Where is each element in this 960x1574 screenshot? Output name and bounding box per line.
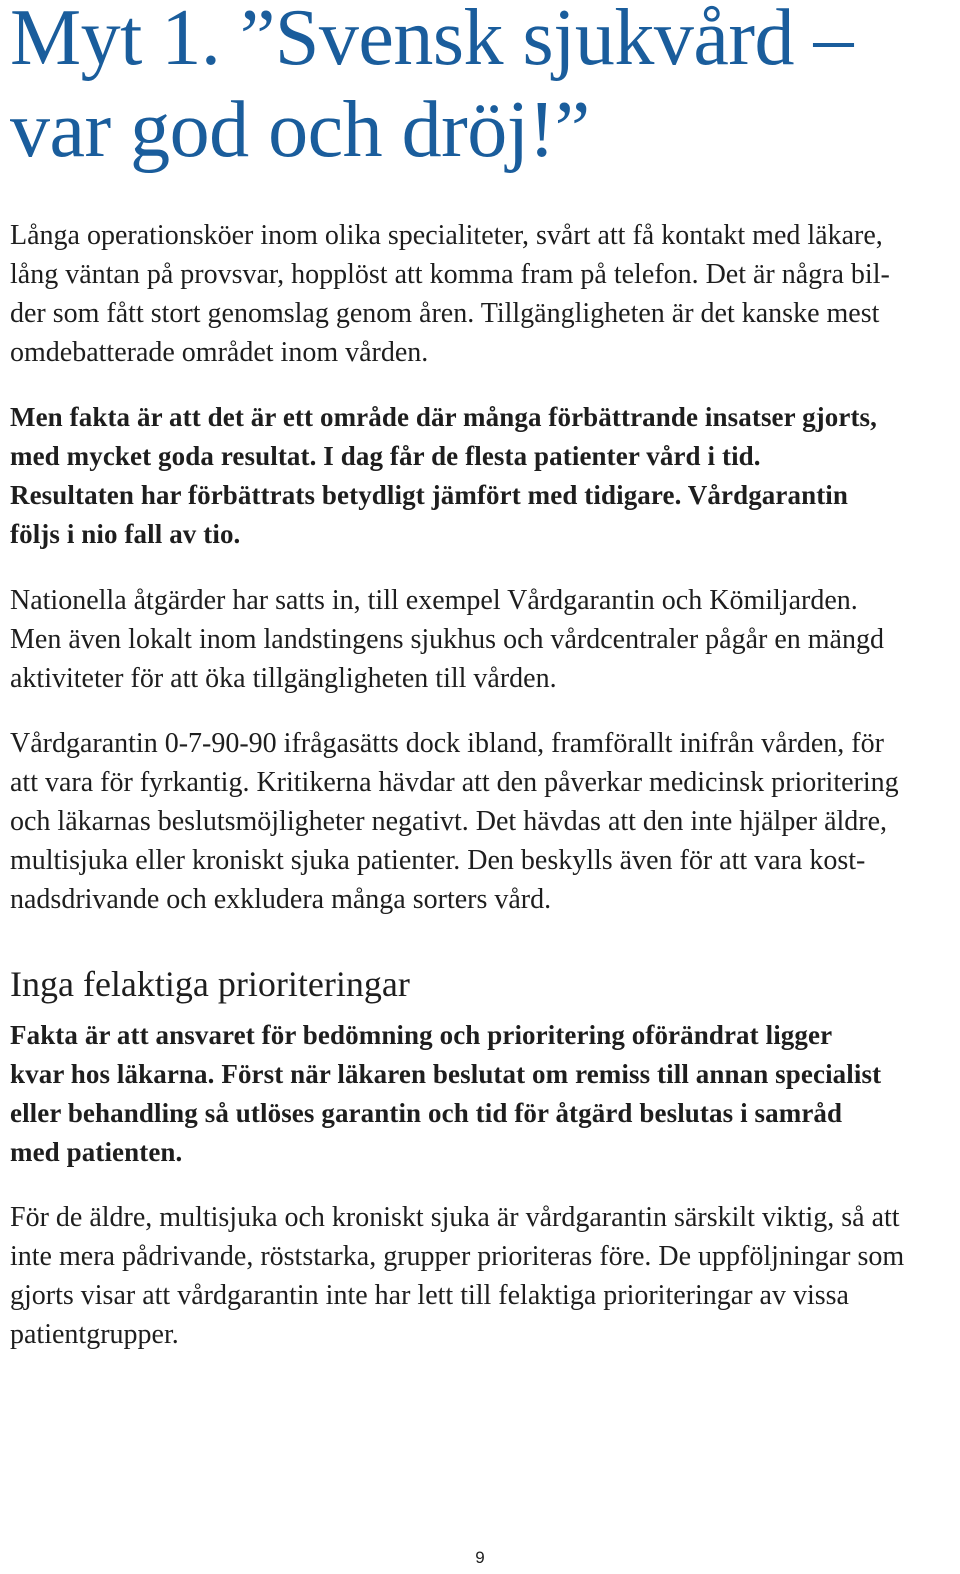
facts-paragraph-2 xyxy=(10,1016,881,1172)
elderly-line: gjorts visar att vårdgarantin inte har lett till felaktiga prioriteringar av vissa xyxy=(10,1280,849,1311)
elderly-line: inte mera pådrivande, röststarka, grupper prioriteras före. De uppföljningar som xyxy=(10,1241,905,1272)
facts2-line: med patienten. xyxy=(10,1137,183,1167)
facts2-line: eller behandling så utlöses garantin och tid för åtgärd beslutas i samråd xyxy=(10,1098,843,1128)
elderly-line: För de äldre, multisjuka och kroniskt sjuka är vårdgarantin särskilt viktig, så att xyxy=(10,1202,900,1233)
criticism-line: och läkarnas beslutsmöjligheter negativt. Det hävdas att den inte hjälper äldre, xyxy=(10,806,888,837)
facts-paragraph-1 xyxy=(10,398,877,554)
facts-line: med mycket goda resultat. I dag får de flesta patienter vård i tid. xyxy=(10,441,761,471)
criticism-line: Vårdgarantin 0-7-90-90 ifrågasätts dock ibland, framförallt inifrån vården, för xyxy=(10,728,884,759)
national-line: Nationella åtgärder har satts in, till exempel Vårdgarantin och Kömiljarden. xyxy=(10,585,858,616)
intro-line: omdebatterade området inom vården. xyxy=(10,337,429,368)
criticism-line: att vara för fyrkantig. Kritikerna hävdar att den påverkar medicinsk prioritering xyxy=(10,767,899,798)
section-heading: Inga felaktiga prioriteringar xyxy=(10,964,410,1004)
elderly-line: patientgrupper. xyxy=(10,1319,179,1350)
elderly-paragraph xyxy=(10,1198,904,1354)
page-title-block xyxy=(10,0,853,176)
national-line: aktiviteter för att öka tillgängligheten till vården. xyxy=(10,663,557,694)
criticism-line: nadsdrivande och exkludera många sorters vård. xyxy=(10,884,552,915)
national-measures-paragraph xyxy=(10,581,884,698)
page-title xyxy=(10,0,853,176)
intro-line: lång väntan på provsvar, hopplöst att komma fram på telefon. Det är några bil- xyxy=(10,259,890,290)
page-number: 9 xyxy=(475,1548,485,1567)
intro-line: der som fått stort genomslag genom åren. Tillgängligheten är det kanske mest xyxy=(10,298,880,329)
facts2-line: kvar hos läkarna. Först när läkaren beslutat om remiss till annan specialist xyxy=(10,1059,882,1089)
criticism-line: multisjuka eller kroniskt sjuka patienter. Den beskylls även för att vara kost- xyxy=(10,845,866,876)
page-title-line-1: Myt 1. ”Svensk sjukvård – xyxy=(10,0,854,82)
criticism-paragraph xyxy=(10,724,899,919)
facts-line: Resultaten har förbättrats betydligt jämfört med tidigare. Vårdgarantin xyxy=(10,480,849,510)
facts-line: Men fakta är att det är ett område där många förbättrande insatser gjorts, xyxy=(10,402,878,432)
intro-line: Långa operationsköer inom olika specialiteter, svårt att få kontakt med läkare, xyxy=(10,220,883,251)
intro-paragraph xyxy=(10,216,890,372)
page-title-line-2: var god och dröj!” xyxy=(10,86,590,174)
national-line: Men även lokalt inom landstingens sjukhus och vårdcentraler pågår en mängd xyxy=(10,624,884,655)
facts-line: följs i nio fall av tio. xyxy=(10,519,241,549)
facts2-line: Fakta är att ansvaret för bedömning och prioritering oförändrat ligger xyxy=(10,1020,833,1050)
